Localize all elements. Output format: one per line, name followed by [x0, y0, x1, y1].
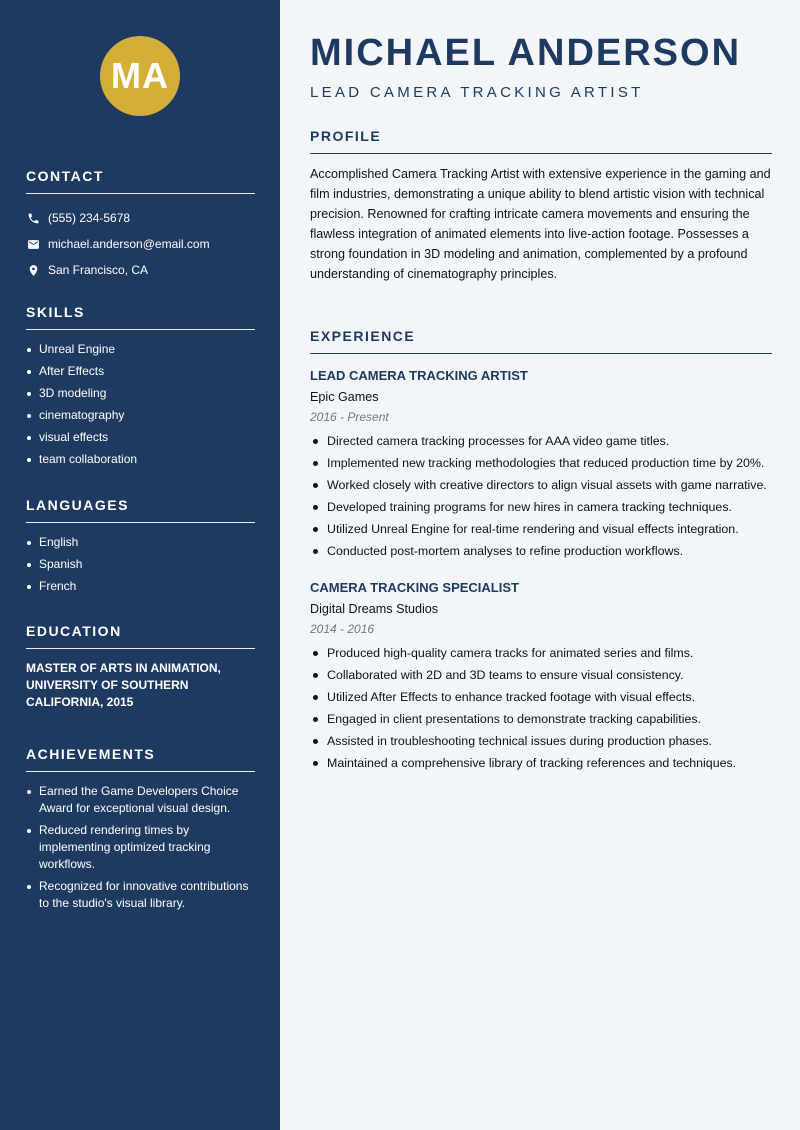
list-item: 3D modeling — [26, 385, 255, 402]
job-dates: 2016 - Present — [310, 410, 389, 424]
list-item: Utilized Unreal Engine for real-time rendering and visual effects integration. — [310, 521, 772, 538]
list-item: Collaborated with 2D and 3D teams to ensure visual consistency. — [310, 667, 772, 684]
list-item: After Effects — [26, 363, 255, 380]
location-pin-icon — [26, 263, 40, 277]
contact-location-text: San Francisco, CA — [48, 263, 149, 277]
list-item: English — [26, 534, 255, 551]
job-company: Digital Dreams Studios — [310, 602, 439, 616]
job-bullets — [310, 645, 772, 772]
list-item: Implemented new tracking methodologies that reduced production time by 20%. — [310, 455, 772, 472]
profile-section — [310, 128, 772, 284]
list-item: visual effects — [26, 429, 255, 446]
contact-section — [26, 168, 255, 283]
job-bullets — [310, 433, 772, 560]
contact-email-text[interactable]: michael.anderson@email.com — [48, 237, 210, 251]
job-title: CAMERA TRACKING SPECIALIST — [310, 580, 519, 595]
contact-email — [26, 231, 255, 257]
list-item: Produced high-quality camera tracks for animated series and films. — [310, 645, 772, 662]
job-entry — [310, 368, 772, 560]
job-dates: 2014 - 2016 — [310, 622, 375, 636]
job-entry — [310, 580, 772, 772]
education-section — [26, 623, 255, 711]
list-item: Conducted post-mortem analyses to refine production workflows. — [310, 543, 772, 560]
achievements-section — [26, 746, 255, 917]
list-item: Developed training programs for new hires in camera tracking techniques. — [310, 499, 772, 516]
education-heading: EDUCATION — [26, 623, 255, 649]
email-icon — [26, 237, 40, 251]
list-item: Engaged in client presentations to demonstrate tracking capabilities. — [310, 711, 772, 728]
job-company: Epic Games — [310, 390, 379, 404]
list-item: Recognized for innovative contributions to the studio's visual library. — [26, 878, 255, 912]
contact-list — [26, 205, 255, 283]
list-item: Worked closely with creative directors to align visual assets with game narrative. — [310, 477, 772, 494]
education-entry: MASTER OF ARTS IN ANIMATION, UNIVERSITY OF SOUTHERN CALIFORNIA, 2015 — [26, 661, 221, 709]
list-item: Reduced rendering times by implementing optimized tracking workflows. — [26, 822, 255, 873]
avatar: MA — [100, 36, 180, 116]
experience-section — [310, 328, 772, 777]
list-item: French — [26, 578, 255, 595]
list-item: Earned the Game Developers Choice Award for exceptional visual design. — [26, 783, 255, 817]
skills-heading: SKILLS — [26, 304, 255, 330]
skills-list — [26, 341, 255, 468]
skills-section — [26, 304, 255, 473]
job-title: LEAD CAMERA TRACKING ARTIST — [310, 368, 528, 383]
list-item: team collaboration — [26, 451, 255, 468]
experience-heading: EXPERIENCE — [310, 328, 772, 354]
contact-phone-text[interactable]: (555) 234-5678 — [48, 211, 131, 225]
languages-list — [26, 534, 255, 595]
languages-heading: LANGUAGES — [26, 497, 255, 523]
list-item: Utilized After Effects to enhance tracked footage with visual effects. — [310, 689, 772, 706]
phone-icon — [26, 211, 40, 225]
list-item: Maintained a comprehensive library of tracking references and techniques. — [310, 755, 772, 772]
list-item: Spanish — [26, 556, 255, 573]
profile-text: Accomplished Camera Tracking Artist with extensive experience in the gaming and film industries, demonstrating a unique ability to blend artistic vision with technical precision. Renowned for crafting intricate camera movements and ensuring the flawless integration of animated elements into live-action footage. Possesses a strong foundation in 3D modeling and animation, complemented by a profound understanding of cinematography principles. — [310, 167, 771, 281]
achievements-list — [26, 783, 255, 912]
page-title: MICHAEL ANDERSON — [310, 32, 742, 74]
profile-heading: PROFILE — [310, 128, 772, 154]
contact-location — [26, 257, 255, 283]
contact-heading: CONTACT — [26, 168, 255, 194]
job-headline: LEAD CAMERA TRACKING ARTIST — [310, 84, 644, 101]
list-item: Assisted in troubleshooting technical issues during production phases. — [310, 733, 772, 750]
list-item: cinematography — [26, 407, 255, 424]
achievements-heading: ACHIEVEMENTS — [26, 746, 255, 772]
list-item: Unreal Engine — [26, 341, 255, 358]
list-item: Directed camera tracking processes for AAA video game titles. — [310, 433, 772, 450]
contact-phone — [26, 205, 255, 231]
languages-section — [26, 497, 255, 600]
sidebar — [0, 0, 280, 1130]
